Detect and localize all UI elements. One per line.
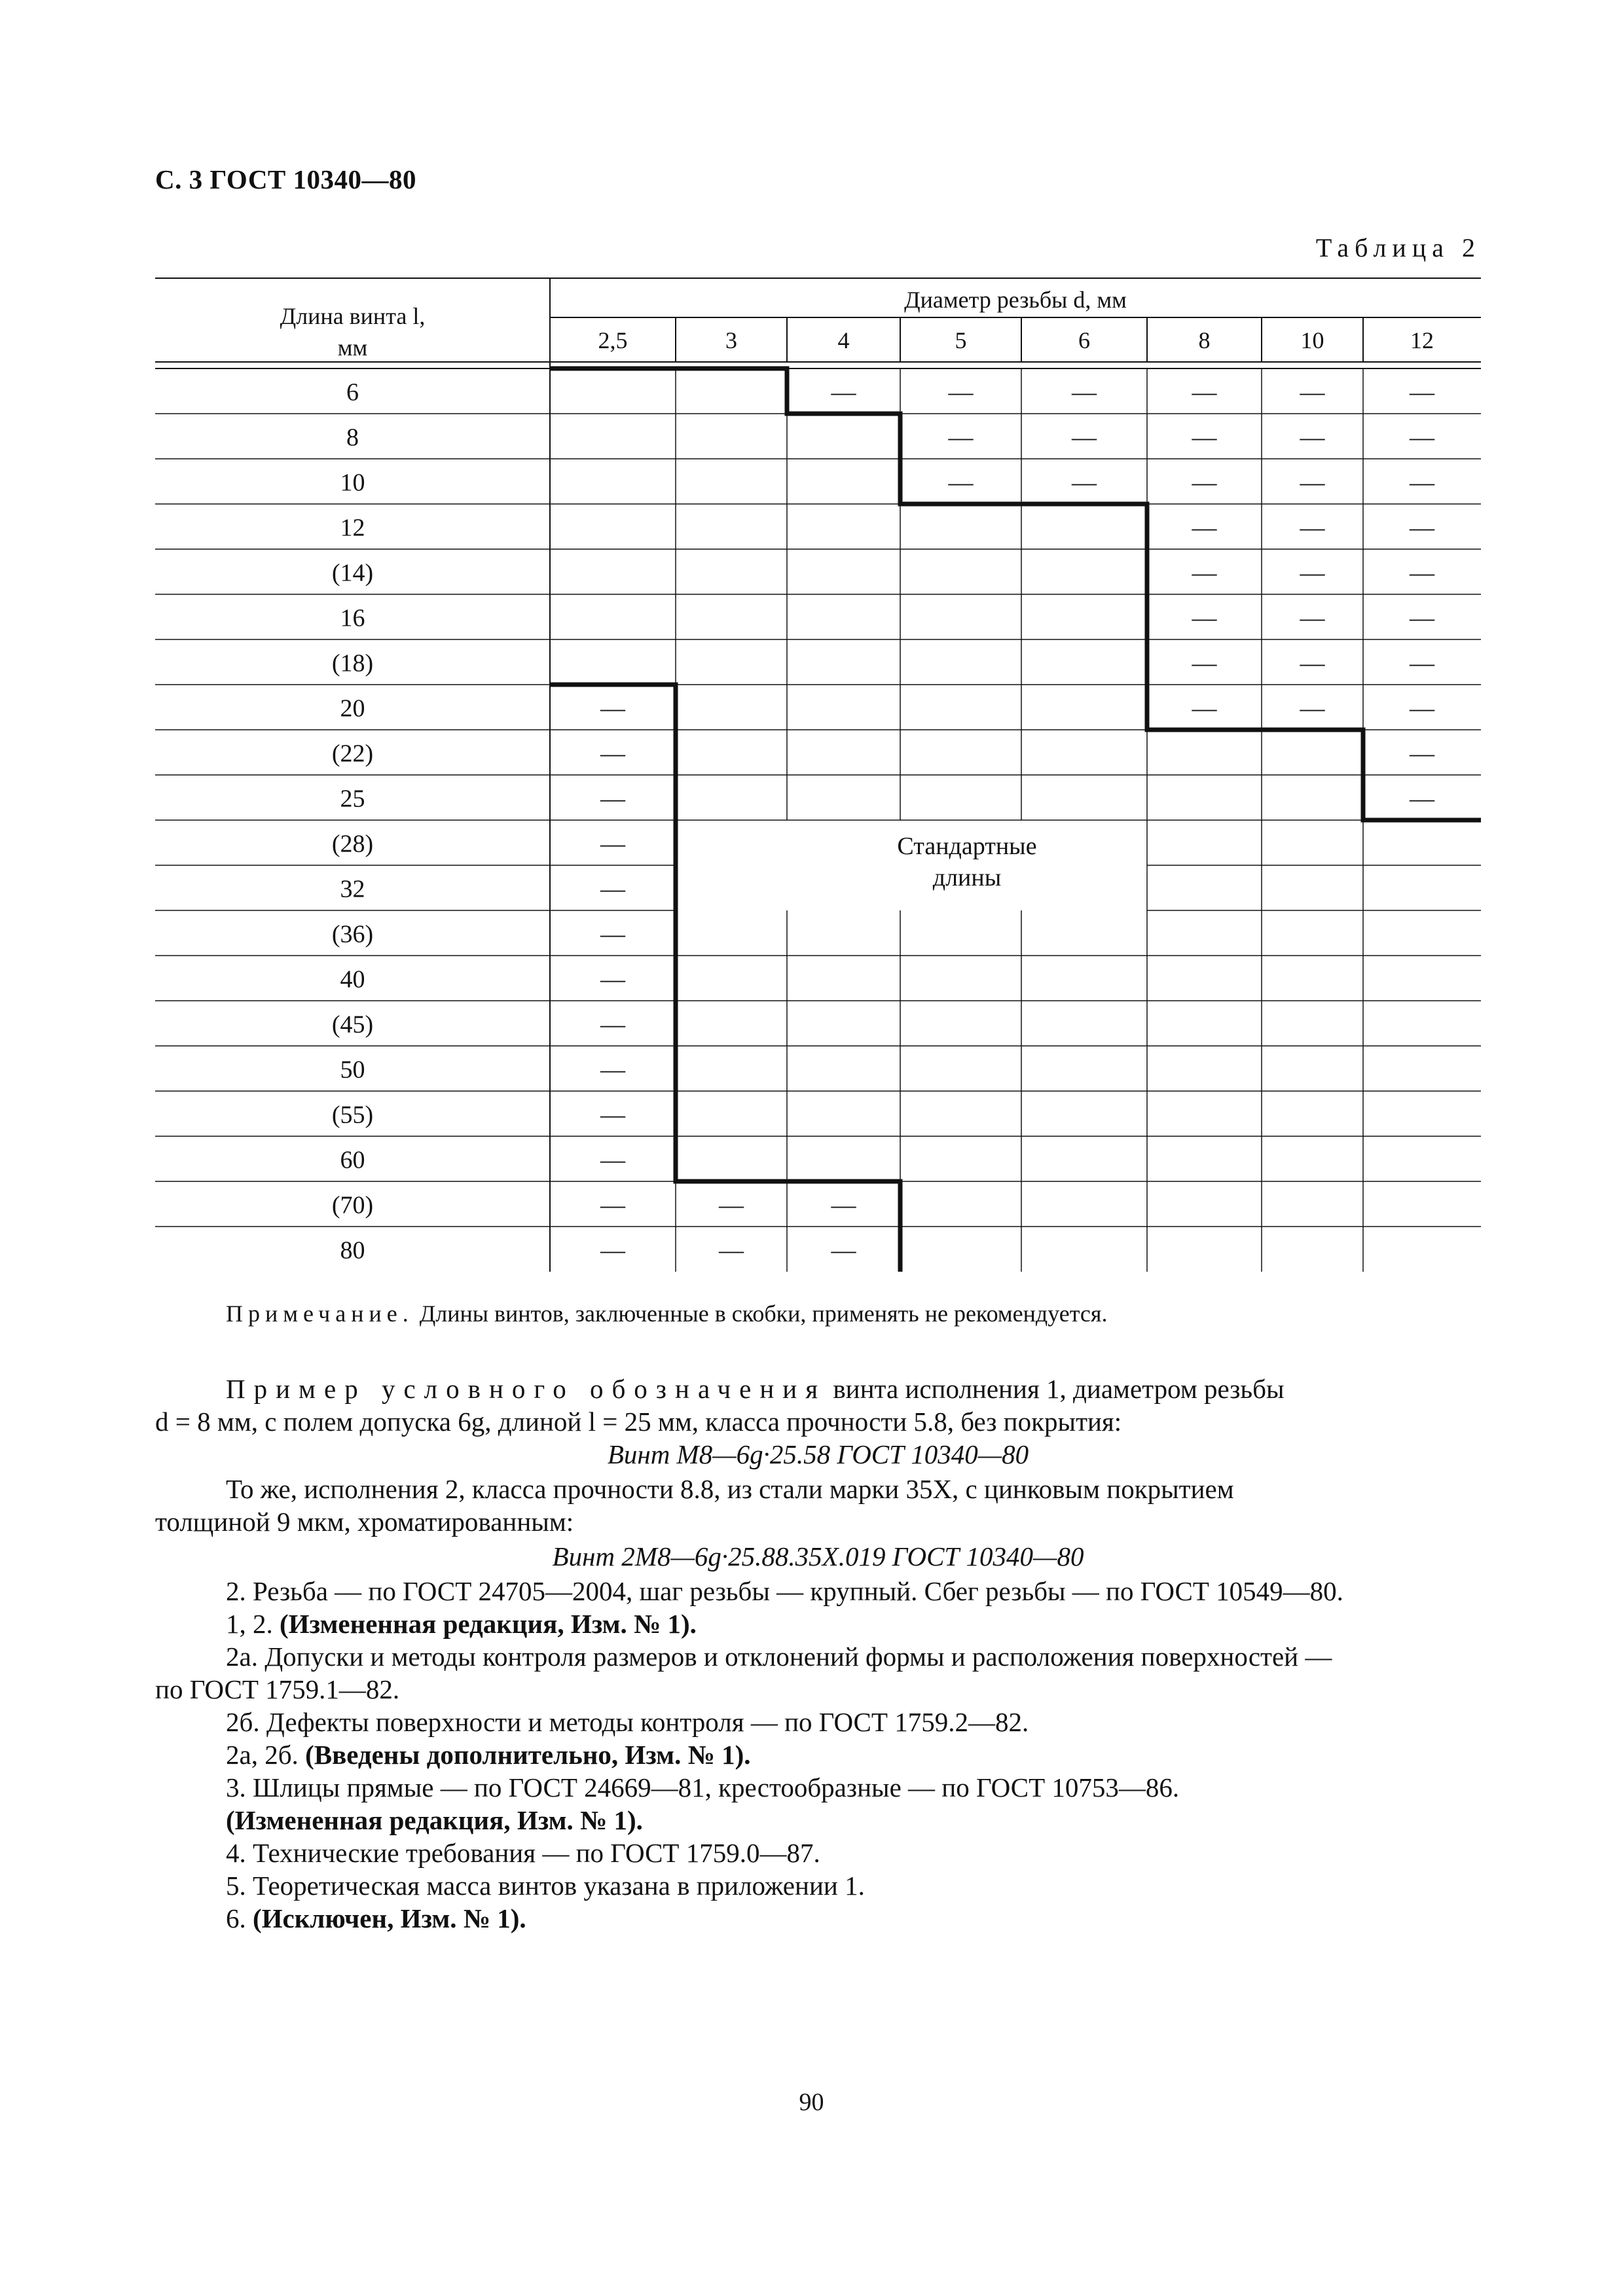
cell-dash: — [600,694,625,723]
cell-dash: — [948,378,974,406]
cell-dash: — [600,1101,625,1129]
cell-dash: — [1300,559,1325,587]
row-length-label: 50 [340,1056,365,1084]
cell-dash: — [1072,378,1097,406]
item-3: 3. Шлицы прямые — по ГОСТ 24669—81, крестообразные — по ГОСТ 10753—86. [226,1772,1180,1803]
item-1-2-bold: (Измененная редакция, Изм. № 1). [280,1609,697,1639]
cell-dash: — [1410,378,1434,406]
cell-dash: — [719,1191,744,1219]
example-lead: Пример условного обозначения [226,1374,827,1404]
cell-dash: — [600,785,625,813]
row-length-label: 20 [340,694,365,723]
item-6 [226,1902,526,1935]
example-intro [226,1372,1285,1405]
cell-dash: — [600,875,625,903]
column-header-d2_5: 2,5 [598,327,628,353]
cell-dash: — [600,1191,625,1219]
note-label: Примечание. [226,1300,414,1327]
item-1-2-prefix: 1, 2. [226,1609,280,1639]
cell-dash: — [1300,694,1325,723]
cell-dash: — [1410,423,1434,452]
cell-dash: — [600,740,625,768]
cell-dash: — [1410,604,1434,632]
row-length-label: 80 [340,1236,365,1265]
item-3-change: (Измененная редакция, Изм. № 1). [226,1805,643,1835]
example-line1-rest: винта исполнения 1, диаметром резьбы [826,1374,1285,1404]
row-length-label: 16 [340,604,365,632]
item-2a-line1: 2а. Допуски и методы контроля размеров и отклонений формы и расположения поверхностей — [226,1641,1332,1672]
row-length-label: (70) [331,1191,374,1219]
column-header-d12: 12 [1410,327,1434,353]
page-number: 90 [799,2089,824,2116]
column-header-d4: 4 [837,327,850,353]
item-4: 4. Технические требования — по ГОСТ 1759.0—87. [226,1838,820,1868]
cell-dash: — [1410,649,1434,677]
column-header-d3: 3 [725,327,737,353]
cell-dash: — [600,965,625,994]
cell-dash: — [1192,423,1217,452]
row-length-label: 40 [340,965,365,994]
cell-dash: — [1300,423,1325,452]
cell-dash: — [831,1236,856,1265]
row-header-label: Длина винта l, [280,303,426,329]
table-2 [155,278,1481,1286]
item-6-prefix: 6. [226,1903,253,1933]
item-2a-line2: по ГОСТ 1759.1—82. [155,1674,400,1704]
same-line2: толщиной 9 мкм, хроматированным: [155,1507,574,1537]
cell-dash: — [948,469,974,497]
table-note [226,1297,1107,1330]
row-length-label: 10 [340,469,365,497]
row-length-label: 12 [340,514,365,542]
row-length-label: (14) [331,559,374,587]
item-2a-2b-change [226,1738,750,1771]
table-caption: Таблица 2 [1315,233,1481,262]
cell-dash: — [1192,694,1217,723]
cell-dash: — [948,423,974,452]
column-header-d10: 10 [1300,327,1324,353]
cell-dash: — [1300,649,1325,677]
row-length-label: 6 [346,378,359,406]
item-2a-2b-prefix: 2а, 2б. [226,1740,306,1770]
standard-lengths-label: Стандартные [897,833,1037,860]
row-length-label: (18) [331,649,374,677]
cell-dash: — [600,1056,625,1084]
cell-dash: — [1192,469,1217,497]
cell-dash: — [1192,378,1217,406]
item-2: 2. Резьба — по ГОСТ 24705—2004, шаг резьбы — крупный. Сбег резьбы — по ГОСТ 10549—80. [226,1576,1343,1606]
cell-dash: — [1300,469,1325,497]
example-line2: d = 8 мм, с полем допуска 6g, длиной l = 25 мм, класса прочности 5.8, без покрытия: [155,1407,1122,1437]
item-6-bold: (Исключен, Изм. № 1). [253,1903,526,1933]
cell-dash: — [1192,514,1217,542]
row-length-label: 25 [340,785,365,813]
diameter-group-header: Диаметр резьбы d, мм [904,287,1127,313]
cell-dash: — [600,1146,625,1174]
item-2a-2b-bold: (Введены дополнительно, Изм. № 1). [305,1740,751,1770]
row-length-label: (22) [331,740,374,768]
cell-dash: — [1410,694,1434,723]
cell-dash: — [1072,469,1097,497]
cell-dash: — [1410,740,1434,768]
cell-dash: — [1300,604,1325,632]
cell-dash: — [1192,604,1217,632]
row-length-label: 60 [340,1146,365,1174]
cell-dash: — [600,1011,625,1039]
item-2b: 2б. Дефекты поверхности и методы контроля — по ГОСТ 1759.2—82. [226,1707,1029,1737]
same-line1: То же, исполнения 2, класса прочности 8.8, из стали марки 35Х, с цинковым покрытием [226,1474,1234,1504]
row-length-label: 32 [340,875,365,903]
cell-dash: — [600,920,625,948]
row-length-label: (28) [331,830,374,858]
table-grid [155,278,1481,1286]
cell-dash: — [1192,649,1217,677]
column-header-d8: 8 [1198,327,1211,353]
row-length-label: 8 [346,423,359,452]
item-5: 5. Теоретическая масса винтов указана в приложении 1. [226,1871,865,1901]
page-header: С. 3 ГОСТ 10340—80 [155,164,417,194]
cell-dash: — [1300,378,1325,406]
cell-dash: — [1410,785,1434,813]
cell-dash: — [831,1191,856,1219]
cell-dash: — [1410,514,1434,542]
note-text: Длины винтов, заключенные в скобки, применять не рекомендуется. [413,1300,1108,1327]
cell-dash: — [600,1236,625,1265]
row-length-label: (55) [331,1101,374,1129]
cell-dash: — [600,830,625,858]
column-header-d5: 5 [955,327,967,353]
cell-dash: — [1410,559,1434,587]
cell-dash: — [1192,559,1217,587]
designation-1: Винт М8—6g·25.58 ГОСТ 10340—80 [607,1439,1029,1469]
standard-lengths-label: длины [932,864,1002,891]
designation-2: Винт 2М8—6g·25.88.35Х.019 ГОСТ 10340—80 [552,1541,1084,1571]
row-length-label: (36) [331,920,374,948]
cell-dash: — [831,378,856,406]
row-header-unit: мм [337,334,368,361]
cell-dash: — [1410,469,1434,497]
cell-dash: — [719,1236,744,1265]
item-1-2-change [226,1607,697,1640]
cell-dash: — [1300,514,1325,542]
cell-dash: — [1072,423,1097,452]
column-header-d6: 6 [1078,327,1090,353]
row-length-label: (45) [331,1011,374,1039]
